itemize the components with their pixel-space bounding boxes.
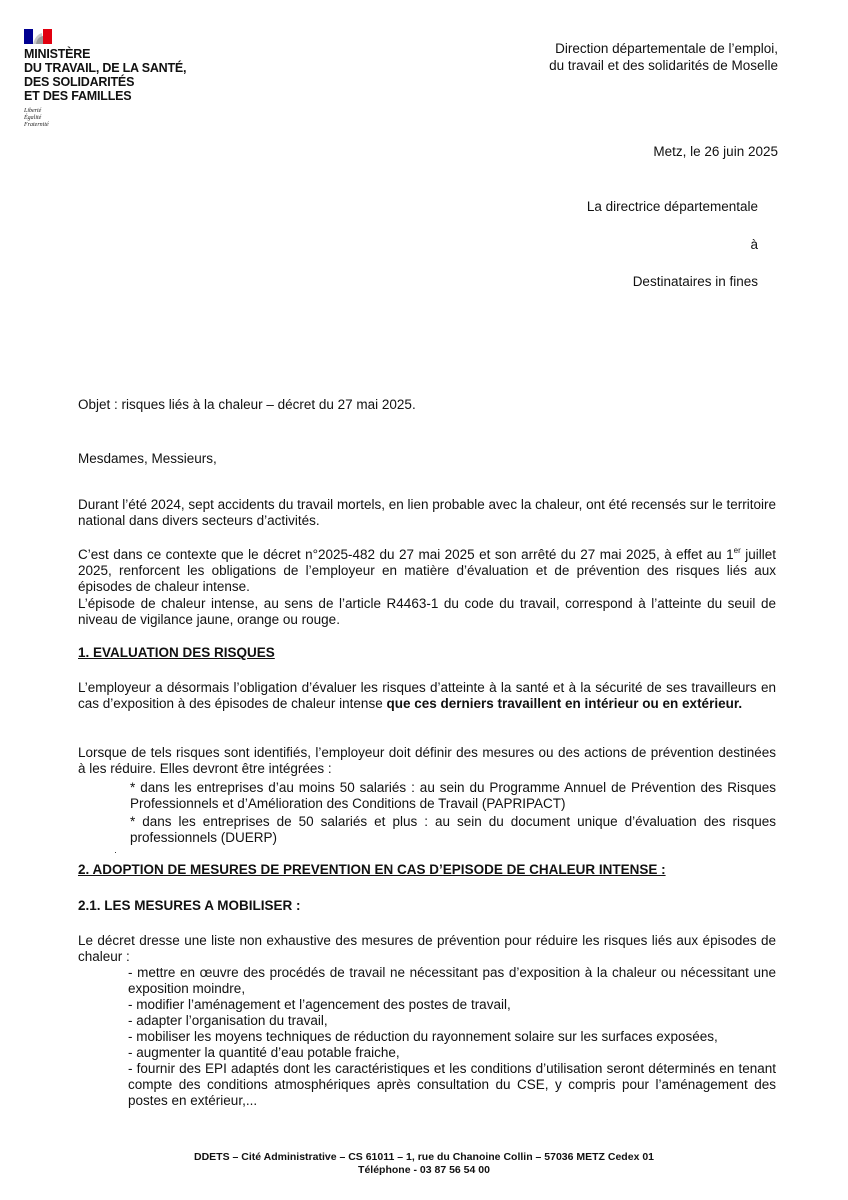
list-item: - augmenter la quantité d’eau potable fraiche, [128,1045,400,1060]
recipient: Destinataires in fines [632,274,758,289]
footer-address: DDETS – Cité Administrative – CS 61011 – 1, rue du Chanoine Collin – 57036 METZ Cedex 01 [193,1151,655,1163]
section-2-1-title: 2.1. LES MESURES A MOBILISER : [78,898,301,913]
section-2-title: 2. ADOPTION DE MESURES DE PREVENTION EN CAS D’EPISODE DE CHALEUR INTENSE : [78,862,666,877]
to-word: à [750,237,758,252]
republic-motto [24,108,49,129]
section-2-1-intro: Le décret dresse une liste non exhaustive des mesures de prévention pour réduire les risques liés aux épisodes de chaleur : [78,933,776,964]
motto-line: Fraternité [24,122,49,128]
stray-mark: · [114,847,117,857]
ministry-line: DES SOLIDARITÉS [24,75,135,89]
issuing-direction [549,40,778,74]
list-item: - modifier l’aménagement et l’agencement des postes de travail, [128,997,511,1012]
list-item: * dans les entreprises de 50 salariés et plus : au sein du document unique d’évaluation des risques professionnels (DUERP) [130,814,776,845]
motto-line: Égalité [24,115,42,121]
list-item: - adapter l’organisation du travail, [128,1013,328,1028]
paragraph-context: Durant l’été 2024, sept accidents du travail mortels, en lien probable avec la chaleur, ont été recensés sur le territoire national dans divers secteurs d’activités. [78,497,776,528]
letter-date: Metz, le 26 juin 2025 [653,144,778,159]
ordinal-sup: er [733,546,741,555]
list-item: * dans les entreprises d’au moins 50 salariés : au sein du Programme Annuel de Prévention des Risques Professionnels et d’Amélioration des Conditions de Travail (PAPRIPACT) [130,780,776,811]
salutation: Mesdames, Messieurs, [78,451,217,466]
page-footer [0,1151,848,1177]
letter-object: Objet : risques liés à la chaleur – décret du 27 mai 2025. [78,397,416,412]
direction-line: Direction départementale de l’emploi, [555,41,778,56]
section-1-text: L’employeur a désormais l’obligation d’évaluer les risques d’atteinte à la santé et à la sécurité de ses travailleurs en cas d’exposition à des épisodes de chaleur intense [78,680,776,711]
list-item: - mobiliser les moyens techniques de réduction du rayonnement solaire sur les surfaces exposées, [128,1029,718,1044]
section-1-paragraph [78,680,776,712]
paragraph-definition: L’épisode de chaleur intense, au sens de l’article R4463-1 du code du travail, correspond à l’atteinte du seuil de niveau de vigilance jaune, orange ou rouge. [78,596,776,627]
decree-text: C’est dans ce contexte que le décret n°2025-482 du 27 mai 2025 et son arrêté du 27 mai 2025, à effet au 1 [78,547,734,562]
ministry-line: DU TRAVAIL, DE LA SANTÉ, [24,61,187,75]
decree-text-end: juillet 2025, renforcent les obligations de l’employeur en matière d’évaluation et de prévention des risques liés aux épisodes de chaleur intense. [78,547,777,594]
section-1-title: 1. EVALUATION DES RISQUES [78,645,275,660]
motto-line: Liberté [24,108,42,114]
paragraph-decree [78,547,776,595]
direction-line: du travail et des solidarités de Moselle [549,58,778,73]
section-1-integration: Lorsque de tels risques sont identifiés, l’employeur doit définir des mesures ou des actions de prévention destinées à les réduire. Elles devront être intégrées : [78,745,776,776]
section-1-bold-text: que ces derniers travaillent en intérieur ou en extérieur. [386,696,743,711]
footer-phone: Téléphone - 03 87 56 54 00 [358,1164,490,1176]
sender-title: La directrice départementale [586,199,758,214]
list-item: - mettre en œuvre des procédés de travail ne nécessitant pas d’exposition à la chaleur ou nécessitant une exposition moindre, [128,965,776,996]
ministry-name [24,47,186,103]
marianne-flag-icon [24,29,52,44]
ministry-line: ET DES FAMILLES [24,89,132,103]
ministry-line: MINISTÈRE [24,47,91,61]
list-item: - fournir des EPI adaptés dont les caractéristiques et les conditions d’utilisation seront déterminés en tenant compte des conditions atmosphériques après consultation du CSE, y compris pour l’aménagement des postes en extérieur,... [128,1061,776,1108]
